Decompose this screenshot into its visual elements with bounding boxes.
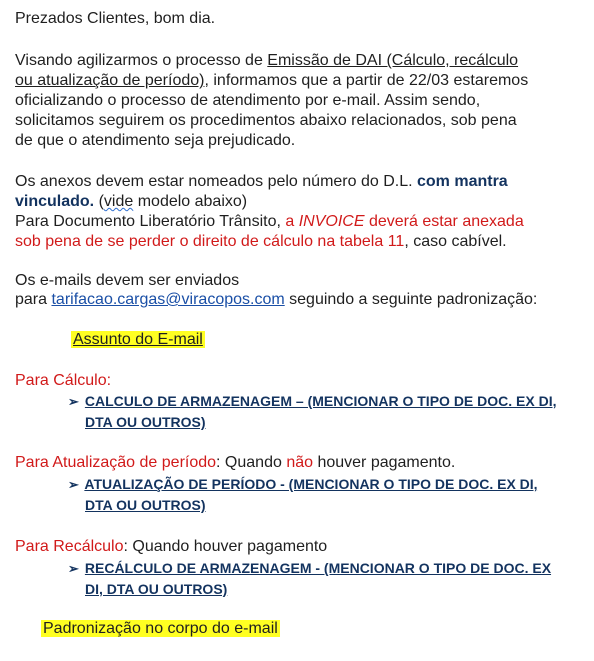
body-heading-text: Padronização no corpo do e-mail bbox=[43, 620, 278, 637]
atualizacao-text: houver pagamento. bbox=[313, 454, 456, 471]
vide-word: vide bbox=[103, 193, 134, 210]
para2-text: Para Documento Liberatório Trânsito, bbox=[15, 213, 286, 230]
para1-text: Visando agilizarmos o processo de bbox=[15, 52, 268, 69]
mantra-bold: com mantra bbox=[417, 173, 508, 190]
vinculado-bold: vinculado. bbox=[15, 193, 95, 210]
para2-text: modelo abaixo) bbox=[133, 193, 248, 210]
para1-line3: oficializando o processo de atendimento por e-mail. Assim sendo, bbox=[15, 92, 481, 109]
para2-text: ( bbox=[94, 193, 104, 210]
para2-line4 bbox=[15, 232, 507, 252]
invoice-warning: deverá estar anexada bbox=[364, 213, 524, 230]
recalculo-bullet-line2: DI, DTA OU OUTROS) bbox=[85, 581, 228, 597]
recalculo-text: : Quando houver pagamento bbox=[123, 538, 328, 555]
para3-text: seguindo a seguinte padronização: bbox=[284, 291, 538, 308]
arrow-bullet-icon: ➢ bbox=[68, 394, 79, 409]
atualizacao-bullet-line2: DTA OU OUTROS) bbox=[85, 497, 206, 513]
body-heading bbox=[41, 619, 280, 639]
atualizacao-line bbox=[15, 453, 455, 473]
calculo-bullet-line2: DTA OU OUTROS) bbox=[85, 414, 206, 430]
calculo-bullet-line1: CALCULO DE ARMAZENAGEM – (MENCIONAR O TIPO DE DOC. EX DI, bbox=[84, 393, 557, 409]
para1-line4: solicitamos seguirem os procedimentos abaixo relacionados, sob pena bbox=[15, 112, 517, 129]
calculo-bullet bbox=[68, 391, 557, 412]
invoice-warning: a bbox=[285, 213, 299, 230]
atualizacao-bullet-cont bbox=[85, 495, 206, 515]
para3-line1: Os e-mails devem ser enviados bbox=[15, 272, 240, 289]
penalty-warning: sob pena de se perder o direito de cálculo na tabela 11 bbox=[15, 233, 405, 250]
para1-text: , informamos que a partir de 22/03 estaremos bbox=[204, 72, 529, 89]
arrow-bullet-icon: ➢ bbox=[68, 477, 79, 492]
para2-text: , caso cabível. bbox=[404, 233, 507, 250]
para2-text: Os anexos devem estar nomeados pelo número do D.L. bbox=[15, 173, 417, 190]
email-link[interactable]: tarifacao.cargas@viracopos.com bbox=[51, 291, 285, 308]
para1-line1 bbox=[15, 51, 518, 71]
subject-heading-text: Assunto do E-mail bbox=[73, 331, 203, 348]
para3-line2 bbox=[15, 290, 537, 310]
para1-line5: de que o atendimento seja prejudicado. bbox=[15, 132, 296, 149]
para3-text: para bbox=[15, 291, 52, 308]
arrow-bullet-icon: ➢ bbox=[68, 561, 79, 576]
subject-heading bbox=[71, 330, 205, 350]
para2-line3 bbox=[15, 212, 524, 232]
para2-line1 bbox=[15, 172, 508, 192]
atualizacao-bullet-line1: ATUALIZAÇÃO DE PERÍODO - (MENCIONAR O TIPO DE DOC. EX DI, bbox=[84, 476, 538, 492]
recalculo-bullet bbox=[68, 558, 551, 579]
atualizacao-text: : Quando bbox=[216, 454, 287, 471]
calculo-label: Para Cálculo: bbox=[15, 372, 112, 389]
invoice-word: INVOICE bbox=[298, 213, 365, 230]
recalculo-bullet-cont bbox=[85, 579, 227, 599]
dai-emission-underlined-cont: ou atualização de período) bbox=[15, 72, 205, 89]
atualizacao-bullet bbox=[68, 474, 538, 495]
greeting: Prezados Clientes, bom dia. bbox=[15, 10, 216, 27]
atualizacao-label: Para Atualização de período bbox=[15, 454, 217, 471]
para1-line2 bbox=[15, 71, 528, 91]
para2-line2 bbox=[15, 192, 247, 212]
dai-emission-underlined: Emissão de DAI (Cálculo, recálculo bbox=[267, 52, 519, 69]
recalculo-bullet-line1: RECÁLCULO DE ARMAZENAGEM - (MENCIONAR O TIPO DE DOC. EX bbox=[84, 560, 552, 576]
calculo-bullet-cont bbox=[85, 412, 206, 432]
nao-word: não bbox=[286, 454, 314, 471]
recalculo-label: Para Recálculo bbox=[15, 538, 124, 555]
recalculo-line bbox=[15, 537, 327, 557]
